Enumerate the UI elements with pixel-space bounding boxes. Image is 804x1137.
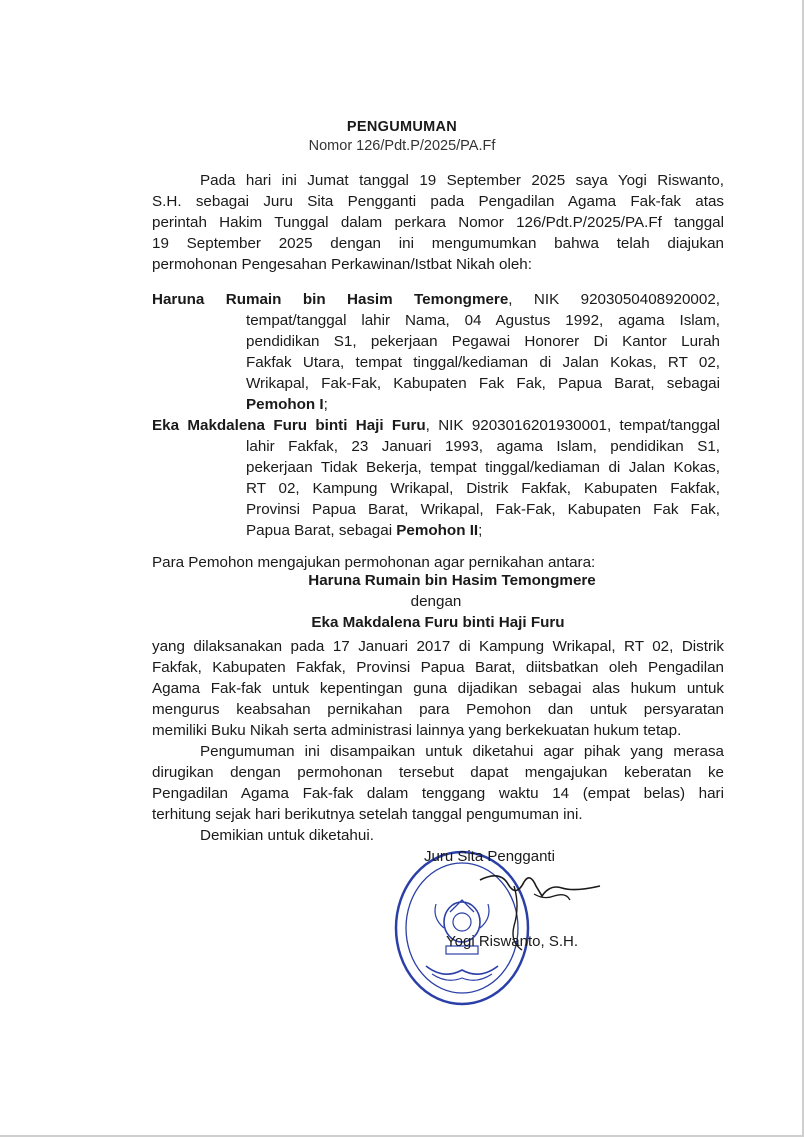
- applicant-2-role: Pemohon II: [396, 522, 479, 539]
- applicant-2-details: [152, 436, 720, 541]
- intro-line: Pada hari ini Jumat tanggal 19 September 2025 saya Yogi Riswanto,: [200, 172, 724, 189]
- marriage-intro: Para Pemohon mengajukan permohonan agar pernikahan antara:: [152, 554, 596, 571]
- applicant-2-line: pekerjaan Tidak Bekerja, tempat tinggal/kediaman di Jalan Kokas,: [246, 459, 720, 476]
- applicant-1-line: pendidikan S1, pekerjaan Pegawai Honorer Di Kantor Lurah: [246, 333, 720, 350]
- applicant-2-name: Eka Makdalena Furu binti Haji Furu: [152, 417, 426, 434]
- applicant-1-line: Fakfak Utara, tempat tinggal/kediaman di Jalan Kokas, RT 02,: [246, 354, 720, 371]
- applicant-1-line: tempat/tanggal lahir Nama, 04 Agustus 1992, agama Islam,: [246, 312, 720, 329]
- notice-line: Pengumuman ini disampaikan untuk diketahui agar pihak yang merasa: [200, 743, 724, 760]
- applicant-1-first-line: Haruna Rumain bin Hasim Temongmere, NIK 9203050408920002,: [152, 291, 720, 308]
- intro-line: perintah Hakim Tunggal dalam perkara Nomor 126/Pdt.P/2025/PA.Ff tanggal: [152, 214, 724, 231]
- applicant-1-line: Wrikapal, Fak-Fak, Kabupaten Fak Fak, Papua Barat, sebagai: [246, 375, 720, 392]
- marriage-line: Fakfak, Kabupaten Fakfak, Provinsi Papua Barat, diitsbatkan oleh Pengadilan: [152, 659, 724, 676]
- bride-name: Eka Makdalena Furu binti Haji Furu: [311, 614, 565, 631]
- marriage-line: yang dilaksanakan pada 17 Januari 2017 di Kampung Wrikapal, RT 02, Distrik: [152, 638, 724, 655]
- applicant-2-line: RT 02, Kampung Wrikapal, Distrik Fakfak, Kabupaten Fakfak,: [246, 480, 720, 497]
- marriage-paragraph: [152, 636, 724, 741]
- applicant-1: [152, 289, 720, 415]
- notice-line: terhitung sejak hari berikutnya setelah tanggal pengumuman ini.: [152, 806, 583, 823]
- intro-line: S.H. sebagai Juru Sita Pengganti pada Pengadilan Agama Fak-fak atas: [152, 193, 724, 210]
- notice-line: dirugikan dengan permohonan tersebut dapat mengajukan keberatan ke: [152, 764, 724, 781]
- intro-line: 19 September 2025 dengan ini mengumumkan bahwa telah diajukan: [152, 235, 724, 252]
- document-number: Nomor 126/Pdt.P/2025/PA.Ff: [308, 138, 496, 154]
- groom-name: Haruna Rumain bin Hasim Temongmere: [308, 572, 596, 589]
- intro-paragraph: [152, 170, 724, 275]
- notice-line: Pengadilan Agama Fak-fak dalam tenggang waktu 14 (empat belas) hari: [152, 785, 724, 802]
- intro-line: permohonan Pengesahan Perkawinan/Istbat Nikah oleh:: [152, 256, 532, 273]
- signatory-title: Juru Sita Pengganti: [424, 848, 555, 865]
- marriage-line: Agama Fak-fak untuk kepentingan guna dijadikan sebagai alas hukum untuk: [152, 680, 724, 697]
- connector-word: dengan: [410, 593, 462, 610]
- marriage-line: memiliki Buku Nikah serta administrasi lainnya yang berkekuatan hukum tetap.: [152, 722, 682, 739]
- applicant-2-first-line: Eka Makdalena Furu binti Haji Furu, NIK 9203016201930001, tempat/tanggal: [152, 417, 720, 434]
- applicant-2: [152, 415, 720, 541]
- applicant-2-role-line: Papua Barat, sebagai Pemohon II;: [246, 522, 483, 539]
- notice-paragraph: [152, 741, 724, 846]
- closing-line: Demikian untuk diketahui.: [200, 827, 374, 844]
- marriage-line: mengurus keabsahan pernikahan para Pemohon dan untuk persyaratan: [152, 701, 724, 718]
- applicant-2-line: lahir Fakfak, 23 Januari 1993, agama Islam, pendidikan S1,: [246, 438, 720, 455]
- applicant-1-name: Haruna Rumain bin Hasim Temongmere: [152, 291, 509, 308]
- document-title: PENGUMUMAN: [346, 119, 458, 135]
- applicant-1-details: [152, 310, 720, 415]
- applicant-1-role-line: Pemohon I;: [246, 396, 328, 413]
- applicant-2-line: Provinsi Papua Barat, Wrikapal, Fak-Fak, Kabupaten Fak Fak,: [246, 501, 720, 518]
- signatory-name: Yogi Riswanto, S.H.: [446, 933, 579, 950]
- applicant-1-role: Pemohon I: [246, 396, 324, 413]
